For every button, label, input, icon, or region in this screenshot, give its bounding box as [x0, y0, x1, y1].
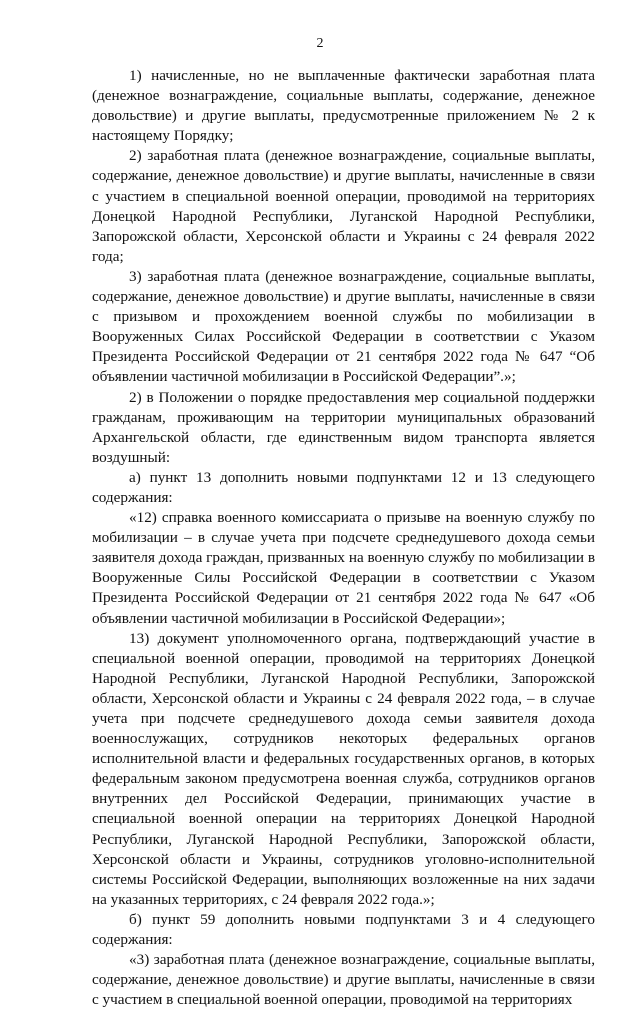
- paragraph-subclause-3: «3) заработная плата (денежное вознаграждение, социальные выплаты, содержание, денежное довольствие) и другие выплаты, начисленные в связи с участием в специальной военной операции, проводимой на территориях: [92, 951, 595, 1009]
- paragraph-regulation-amendment: 2) в Положении о порядке предоставления мер социальной поддержки гражданам, проживающим на территории муниципальных образований Архангельской области, где единственным видом транспорта является воздушный:: [92, 388, 595, 466]
- paragraph-clause-59-addition: б) пункт 59 дополнить новыми подпунктами 3 и 4 следующего содержания:: [92, 910, 595, 949]
- paragraph-subclause-12: «12) справка военного комиссариата о призыве на военную службу по мобилизации – в случае учета при подсчете среднедушевого дохода семьи заявителя дохода граждан, призванных на военную службу по мобилизации в Вооруженные Силы Российской Федерации в соответствии с Указом Президента Российской Федерации от 21 сентября 2022 года № 647 «Об объявлении частичной мобилизации в Российской Федерации»;: [92, 509, 595, 627]
- paragraph-subclause-13: 13) документ уполномоченного органа, подтверждающий участие в специальной военной операции, проводимой на территориях Донецкой Народной Республики, Луганской Народной Республики, Запорожской области, Херсонской области и Украины с 24 февраля 2022 года, – в случае учета при подсчете среднедушевого дохода семьи заявителя дохода военнослужащих, сотрудников некоторых федеральных органов исполнительной власти и федеральных государственных органов, в которых федеральным законом предусмотрена военная служба, сотрудников органов внутренних дел Российской Федерации, принимающих участие в специальной военной операции на территориях Донецкой Народной Республики, Луганской Народной Республики, Запорожской области, Херсонской области и Украины, сотрудников уголовно-исполнительной системы Российской Федерации, выполняющих возложенные на них задачи на указанных территориях, с 24 февраля 2022 года.»;: [92, 629, 595, 908]
- paragraph-1-earned-unpaid: 1) начисленные, но не выплаченные фактически заработная плата (денежное вознаграждение, социальные выплаты, содержание, денежное довольствие) и другие выплаты, предусмотренные приложением № 2 к настоящему Порядку;: [92, 67, 595, 145]
- document-body: [92, 66, 595, 1010]
- page-number: 2: [316, 36, 324, 51]
- paragraph-2-special-operation-pay: 2) заработная плата (денежное вознаграждение, социальные выплаты, содержание, денежное довольствие) и другие выплаты, начисленные в связи с участием в специальной военной операции, проводимой на территориях Донецкой Народной Республики, Луганской Народной Республики, Запорожской области, Херсонской области и Украины с 24 февраля 2022 года;: [92, 147, 595, 265]
- paragraph-clause-13-addition: а) пункт 13 дополнить новыми подпунктами 12 и 13 следующего содержания:: [92, 468, 595, 506]
- paragraph-3-mobilization-pay: 3) заработная плата (денежное вознаграждение, социальные выплаты, содержание, денежное довольствие) и другие выплаты, начисленные в связи с призывом и прохождением военной службы по мобилизации в Вооруженных Силах Российской Федерации в соответствии с Указом Президента Российской Федерации от 21 сентября 2022 года № 647 “Об объявлении частичной мобилизации в Российской Федерации”.»;: [92, 267, 595, 386]
